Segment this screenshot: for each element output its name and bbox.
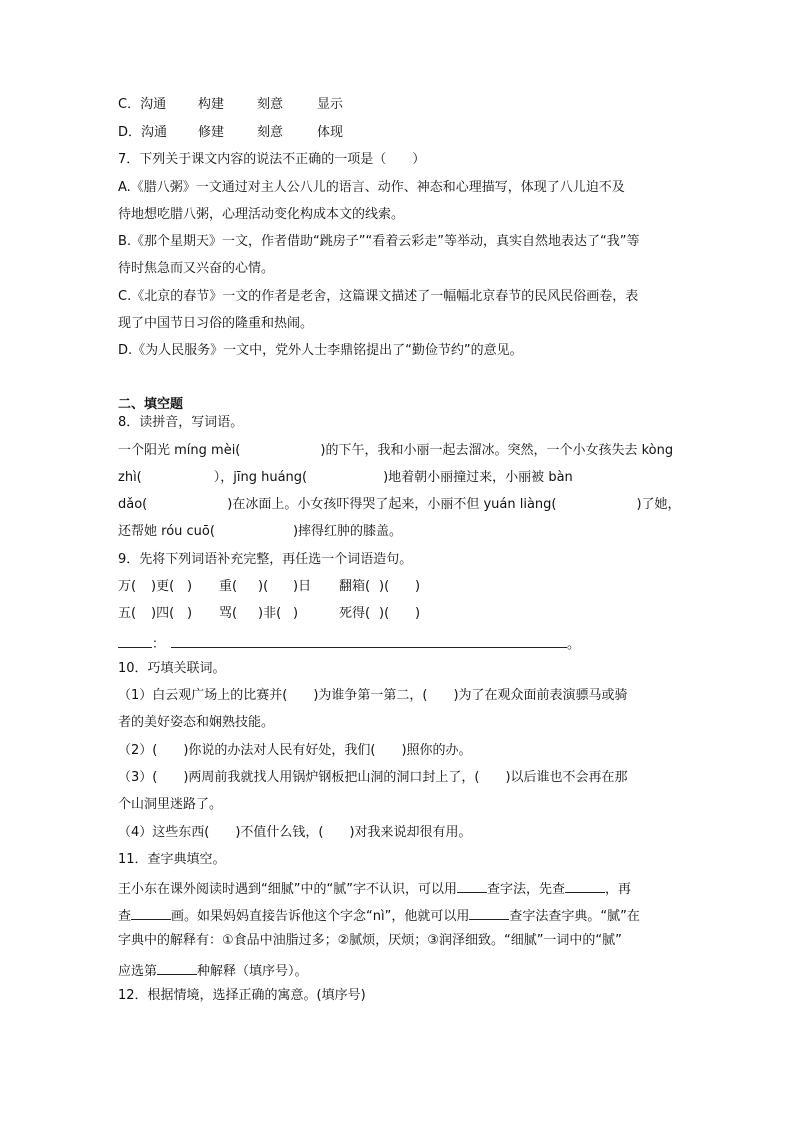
q10-item4: （4）这些东西( )不值什么钱，( )对我来说却很有用。 (118, 825, 472, 840)
q9-row2: 五( )四( ) 骂( )非( ) 死得( )( ) (118, 606, 421, 621)
q7-stem: 7．下列关于课文内容的说法不正确的一项是（ ） (118, 152, 426, 167)
q6-option-d (118, 124, 343, 142)
q8-line1: 一个阳光 míng mèi( )的下午，我和小丽一起去溜冰。突然，一个小女孩失去 kòng (118, 443, 674, 458)
q10-item1-line1: （1）白云观广场上的比赛并( )为谁争第一第二，( )为了在观众面前表演骠马或骑 (118, 688, 628, 703)
q7-option-c-line1: C.《北京的春节》一文的作者是老舍，这篇课文描述了一幅幅北京春节的民风民俗画卷，表 (118, 289, 639, 304)
blank (457, 878, 487, 893)
q6-option-c (118, 96, 343, 114)
option-word: 显示 (317, 97, 344, 112)
option-word: 构建 (198, 97, 225, 112)
q7-option-a-line1: A.《腊八粥》一文通过对主人公八儿的语言、动作、神态和心理描写，体现了八儿迫不及 (118, 180, 625, 195)
q8-line2: zhì( ），jīng huáng( )地着朝小丽撞过来，小丽被 bàn (118, 470, 573, 485)
q11-line2: 查 画。如果妈妈直接告诉他这个字念“nì”，他就可以用 查字法查字典。“腻”在 (118, 905, 640, 926)
q9-stem: 9．先将下列词语补充完整，再任选一个词语造句。 (118, 552, 413, 567)
q9-row1: 万( )更( ) 重( )( )日 翻箱( )( ) (118, 579, 421, 594)
sentence-blank (171, 633, 567, 648)
q12-stem: 12．根据情境，选择正确的寓意。(填序号) (118, 988, 366, 1003)
q8-stem: 8．读拼音，写词语。 (118, 415, 244, 430)
blank (565, 878, 605, 893)
q10-stem: 10．巧填关联词。 (118, 661, 226, 676)
blank (469, 905, 509, 920)
q7-option-b-line1: B.《那个星期天》一文，作者借助“跳房子”“看着云彩走”等举动，真实自然地表达了“我”等 (118, 234, 640, 249)
q7-option-a-line2: 待地想吃腊八粥，心理活动变化构成本文的线索。 (118, 207, 405, 222)
q11-line4: 应选第 种解释（填序号）。 (118, 960, 308, 981)
blank (157, 960, 197, 975)
section-title: 二、填空题 (118, 397, 184, 412)
option-label: C．沟通 (118, 97, 167, 112)
option-word: 刻意 (257, 97, 284, 112)
q10-item3-line1: （3）( )两周前我就找人用锅炉钢板把山洞的洞口封上了，( )以后谁也不会再在那 (118, 770, 628, 785)
q8-line4: 还帮她 róu cuō( )摔得红肿的膝盖。 (118, 524, 403, 539)
q10-item3-line2: 个山洞里迷路了。 (118, 797, 223, 812)
option-label: D．沟通 (118, 125, 168, 140)
option-word: 刻意 (257, 125, 284, 140)
q9-sentence-line: ： 。 (118, 633, 580, 654)
option-word: 修建 (198, 125, 225, 140)
word-blank (118, 633, 152, 648)
blank (131, 905, 171, 920)
q11-line3: 字典中的解释有：①食品中油脂过多；②腻烦，厌烦；③润泽细致。“细腻”一词中的“腻” (118, 933, 622, 948)
q11-line1: 王小东在课外阅读时遇到“细腻”中的“腻”字不认识，可以用 查字法，先查 ，再 (118, 878, 631, 899)
q7-option-c-line2: 现了中国节日习俗的隆重和热闹。 (118, 316, 314, 331)
option-word: 体现 (317, 125, 344, 140)
q7-option-b-line2: 待时焦急而又兴奋的心情。 (118, 261, 275, 276)
q7-option-d-line1: D.《为人民服务》一文中，党外人士李鼎铭提出了“勤俭节约”的意见。 (118, 343, 523, 358)
q11-stem: 11．查字典填空。 (118, 852, 226, 867)
q10-item2: （2）( )你说的办法对人民有好处，我们( )照你的办。 (118, 743, 472, 758)
q8-line3: dǎo( )在冰面上。小女孩吓得哭了起来，小丽不但 yuán liàng( )了她， (118, 497, 681, 512)
q10-item1-line2: 者的美好姿态和娴熟技能。 (118, 715, 275, 730)
